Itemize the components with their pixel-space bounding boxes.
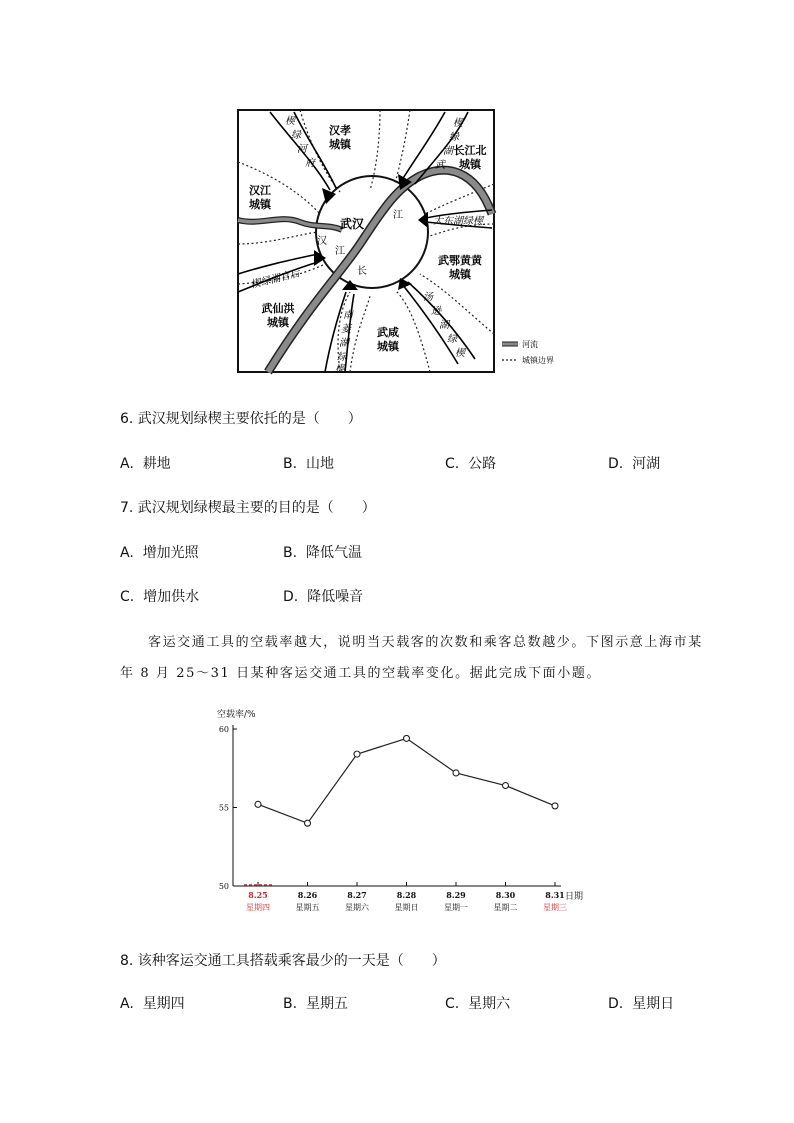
x-weekday-label-4: 星期一 [444,903,468,912]
q8-option-a-letter: A. [120,996,134,1012]
wedge-fuhe-3: 河 [297,144,307,155]
town-hanjiang-2: 城镇 [249,198,271,211]
wedge-tanghu-5: 楔 [455,348,465,359]
q7-option-c-text: 增加供水 [143,589,200,605]
q7-option-b-text: 降低气温 [305,545,362,561]
wedge-wuhu-2: 绿 [449,132,459,143]
q7-option-d-text: 降低噪音 [307,589,364,605]
legend-boundary-label: 城镇边界 [522,356,554,365]
empty-load-rate-chart [205,703,595,918]
data-point-5 [503,783,509,789]
q8-option-c-text: 星期六 [468,996,511,1012]
wedge-tanghu-1: 汤 [423,292,433,303]
q6-option-b-letter: B. [283,456,298,472]
q7-option-b-letter: B. [283,545,298,561]
q8-option-d-letter: D. [608,996,624,1012]
x-weekday-label-0: 星期四 [246,903,270,912]
data-point-3 [404,735,410,741]
map-legend [502,339,554,365]
wedge-nanxu-1: 南 [343,310,353,321]
q7-option-d[interactable] [283,586,363,606]
q6-option-a-text: 耕地 [142,456,171,472]
passage-line-2: 年 8 月 25～31 日某种客运交通工具的空载率变化。据此完成下面小题。 [120,666,602,681]
wuhan-green-wedge-map [230,104,570,376]
q7-option-a-text: 增加光照 [142,545,199,561]
wedge-guanlian: 楔绿湖官后 [249,268,301,291]
q7-option-a-letter: A. [120,545,134,561]
town-hanjiang-1: 汉江 [249,184,271,197]
q6-option-d-letter: D. [608,456,624,472]
town-wuxianhong-1: 武仙洪 [261,302,295,315]
wedge-wuhu-3: 湖 [443,146,453,157]
town-wuehuanghuang-2: 城镇 [449,268,471,281]
wedge-dadong: 大东湖绿楔 [433,216,483,227]
q8-option-b-letter: B. [283,996,298,1012]
town-wuehuanghuang-1: 武鄂黄黄 [438,254,482,267]
q6-option-c-letter: C. [445,456,460,472]
x-tick-label-6: 8.31 [545,890,565,900]
x-tick-label-5: 8.30 [495,890,516,900]
q7-stem: 7. 武汉规划绿楔最主要的目的是（ ） [120,500,376,516]
data-point-1 [305,820,311,826]
town-changjiangbei-1: 长江北 [453,144,487,157]
q8-option-c[interactable] [445,993,510,1013]
q7-option-c[interactable] [120,586,199,606]
wedge-fuhe-1: 楔 [285,116,295,127]
x-tick-label-2: 8.27 [347,890,367,900]
town-hanxiao-1: 汉孝 [329,124,351,137]
y-tick-label-0: 50 [218,882,229,891]
q8-option-b-text: 星期五 [305,996,348,1012]
q8-option-b[interactable] [283,993,348,1013]
x-weekday-label-2: 星期六 [345,903,369,912]
q7-option-a[interactable] [120,542,199,562]
q6-option-b[interactable] [283,453,334,473]
q6-option-d-text: 河湖 [632,456,661,472]
q6-option-c[interactable] [445,453,496,473]
river-label-chang: 长 [357,266,367,277]
x-weekday-label-6: 星期三 [543,903,567,912]
wedge-fuhe-4: 府 [305,158,315,169]
wedge-nanxu-4: 绿 [337,352,347,363]
q8-option-a[interactable] [120,993,185,1013]
wedge-fuhe-2: 绿 [291,130,301,141]
town-hanxiao-2: 城镇 [329,138,351,151]
q8-option-d[interactable] [608,993,674,1013]
q8-option-a-text: 星期四 [142,996,185,1012]
q8-stem: 8. 该种客运交通工具搭载乘客最少的一天是（ ） [120,953,446,969]
q6-stem: 6. 武汉规划绿楔主要依托的是（ ） [120,411,362,427]
wedge-nanxu-2: 菱 [341,324,351,335]
y-tick-label-1: 55 [218,803,229,813]
x-tick-label-3: 8.28 [396,890,417,900]
q7-option-b[interactable] [283,542,362,562]
wedge-wuhu-4: 武 [435,160,445,171]
q8-option-d-text: 星期日 [632,996,675,1012]
town-wuxianhong-2: 城镇 [267,316,289,329]
data-point-6 [552,803,558,809]
wedge-tanghu-3: 湖 [439,320,449,331]
q6-option-c-text: 公路 [468,456,497,472]
river-label-jiang-1: 江 [335,246,345,257]
data-point-2 [354,751,360,757]
chart-y-axis-label: 空载率/% [217,710,256,720]
q6-option-a[interactable] [120,453,171,473]
data-point-0 [255,801,261,807]
wedge-nanxu-3: 湖 [339,338,349,349]
x-tick-label-4: 8.29 [446,890,466,900]
chart-x-axis-label: 日期 [565,892,584,902]
q6-option-a-letter: A. [120,456,134,472]
q6-option-b-text: 山地 [305,456,334,472]
town-wuxian-1: 武咸 [377,326,399,339]
data-point-4 [453,770,459,776]
legend-river-label: 河流 [522,340,538,349]
wedge-tanghu-4: 绿 [447,334,457,345]
q7-option-c-letter: C. [120,589,135,605]
town-changjiangbei-2: 城镇 [459,158,481,171]
wedge-tanghu-2: 逊 [431,306,441,317]
q8-option-c-letter: C. [445,996,460,1012]
x-weekday-label-3: 星期日 [394,903,419,912]
wedge-nanxu-5: 楔 [335,364,345,375]
y-tick-label-2: 60 [218,725,229,734]
x-tick-label-1: 8.26 [297,890,318,900]
wedge-wuhu-1: 楔 [453,118,463,129]
town-wuhan-center: 武汉 [339,217,365,231]
river-label-jiang-2: 江 [393,210,403,221]
series-line [258,738,555,823]
x-weekday-label-5: 星期二 [493,903,518,912]
q6-option-d[interactable] [608,453,660,473]
town-wuxian-2: 城镇 [377,340,399,353]
passage-line-1: 客运交通工具的空载率越大，说明当天载客的次数和乘客总数越少。下图示意上海市某 [148,635,703,650]
q7-option-d-letter: D. [283,589,299,605]
x-weekday-label-1: 星期五 [295,903,320,912]
x-tick-label-0: 8.25 [248,890,268,900]
river-label-han: 汉 [317,236,327,247]
